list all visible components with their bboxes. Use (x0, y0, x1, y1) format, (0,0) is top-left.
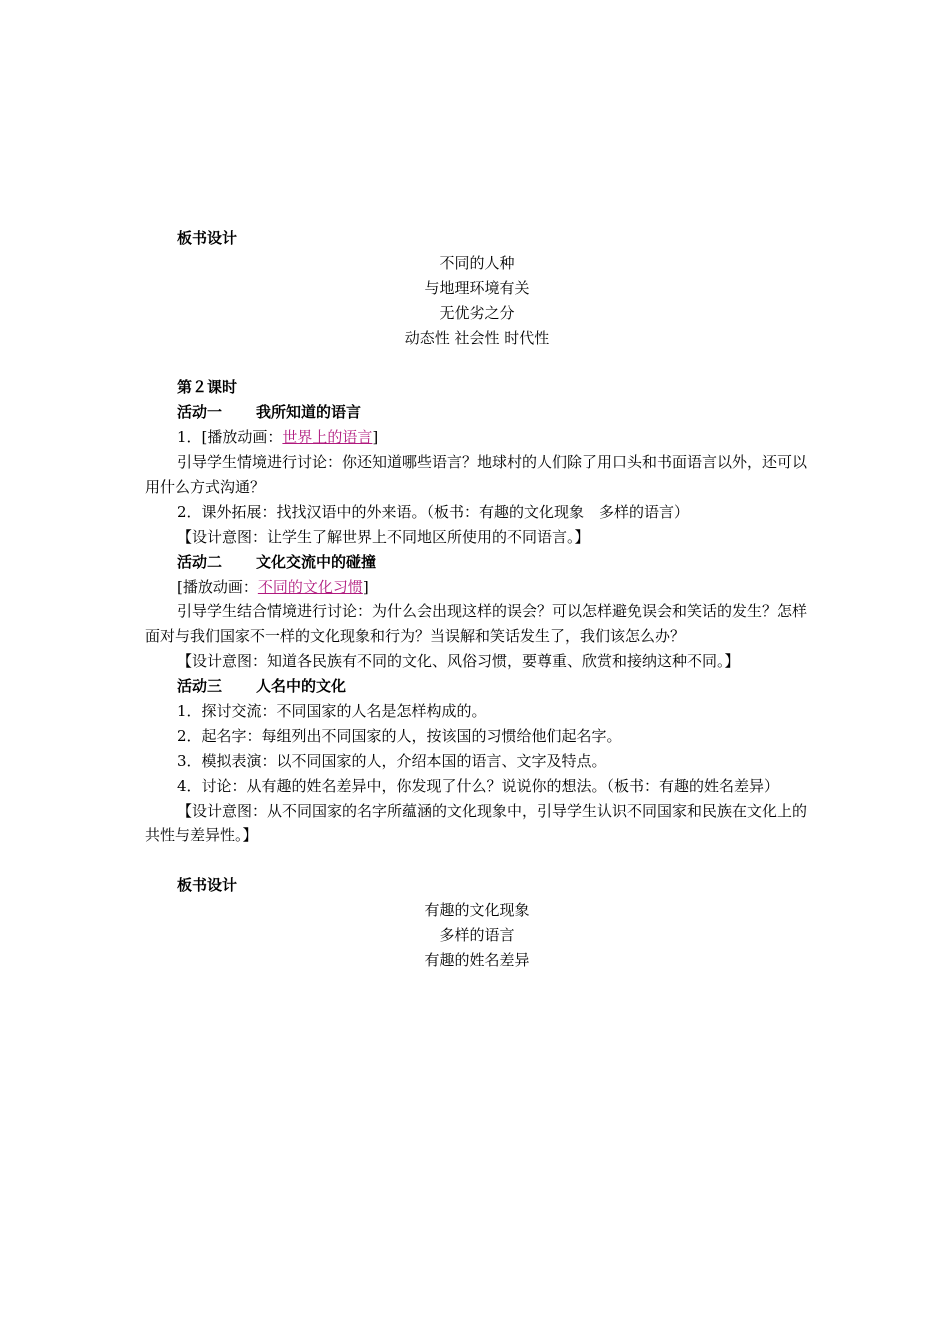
play-suffix: ] (372, 428, 379, 447)
lesson-title: 第２课时 (177, 378, 238, 397)
activity-title: 我所知道的语言 (256, 403, 362, 422)
activity-label: 活动二 (177, 552, 223, 571)
play-prefix: [播放动画： (177, 577, 258, 596)
design-intent: 【设计意图：让学生了解世界上不同地区所使用的不同语言。】 (177, 527, 590, 546)
activity-title: 人名中的文化 (256, 677, 347, 696)
board-line: 动态性 社会性 时代性 (404, 328, 550, 347)
activity-heading (145, 674, 809, 699)
spacer (145, 350, 809, 375)
board-line: 不同的人种 (439, 253, 515, 272)
play-animation-line (145, 575, 809, 600)
activity-label: 活动一 (177, 403, 223, 422)
board-line: 与地理环境有关 (424, 278, 530, 297)
board-line: 多样的语言 (439, 926, 515, 945)
play-animation-line (145, 425, 809, 450)
board-design-heading: 板书设计 (177, 229, 238, 247)
spacer (145, 848, 809, 873)
activity-heading (145, 550, 809, 575)
play-prefix: 1．[播放动画： (177, 428, 283, 447)
board-line: 有趣的文化现象 (424, 901, 530, 920)
board-line: 无优劣之分 (439, 303, 515, 322)
activity-heading (145, 400, 809, 425)
design-intent: 【设计意图：知道各民族有不同的文化、风俗习惯，要尊重、欣赏和接纳这种不同。】 (177, 652, 740, 671)
activity-label: 活动三 (177, 677, 223, 696)
list-item: 1．探讨交流：不同国家的人名是怎样构成的。 (177, 702, 487, 720)
board-line: 有趣的姓名差异 (424, 950, 530, 969)
board-design-heading: 板书设计 (177, 876, 238, 895)
activity-title: 文化交流中的碰撞 (256, 552, 377, 571)
discussion-paragraph: 引导学生结合情境进行讨论：为什么会出现这样的误会？可以怎样避免误会和笑话的发生？怎样面对与我们国家不一样的文化现象和行为？当误解和笑话发生了，我们该怎么办？ (145, 602, 808, 646)
animation-link-world-languages[interactable]: 世界上的语言 (282, 428, 373, 447)
list-item: 4．讨论：从有趣的姓名差异中，你发现了什么？说说你的想法。（板书：有趣的姓名差异） (177, 776, 780, 795)
design-intent: 【设计意图：从不同国家的名字所蕴涵的文化现象中，引导学生认识不同国家和民族在文化上的共性与差异性。】 (145, 801, 808, 845)
extension-item: 2．课外拓展：找找汉语中的外来语。（板书：有趣的文化现象 多样的语言） (177, 502, 690, 521)
play-suffix: ] (362, 577, 369, 596)
discussion-paragraph: 引导学生情境进行讨论：你还知道哪些语言？地球村的人们除了用口头和书面语言以外，还可以用什么方式沟通？ (145, 453, 808, 496)
list-item: 2．起名字：每组列出不同国家的人，按该国的习惯给他们起名字。 (177, 726, 622, 745)
document-page (145, 226, 809, 973)
animation-link-cultural-habits[interactable]: 不同的文化习惯 (257, 577, 363, 596)
list-item: 3．模拟表演：以不同国家的人，介绍本国的语言、文字及特点。 (177, 751, 607, 770)
